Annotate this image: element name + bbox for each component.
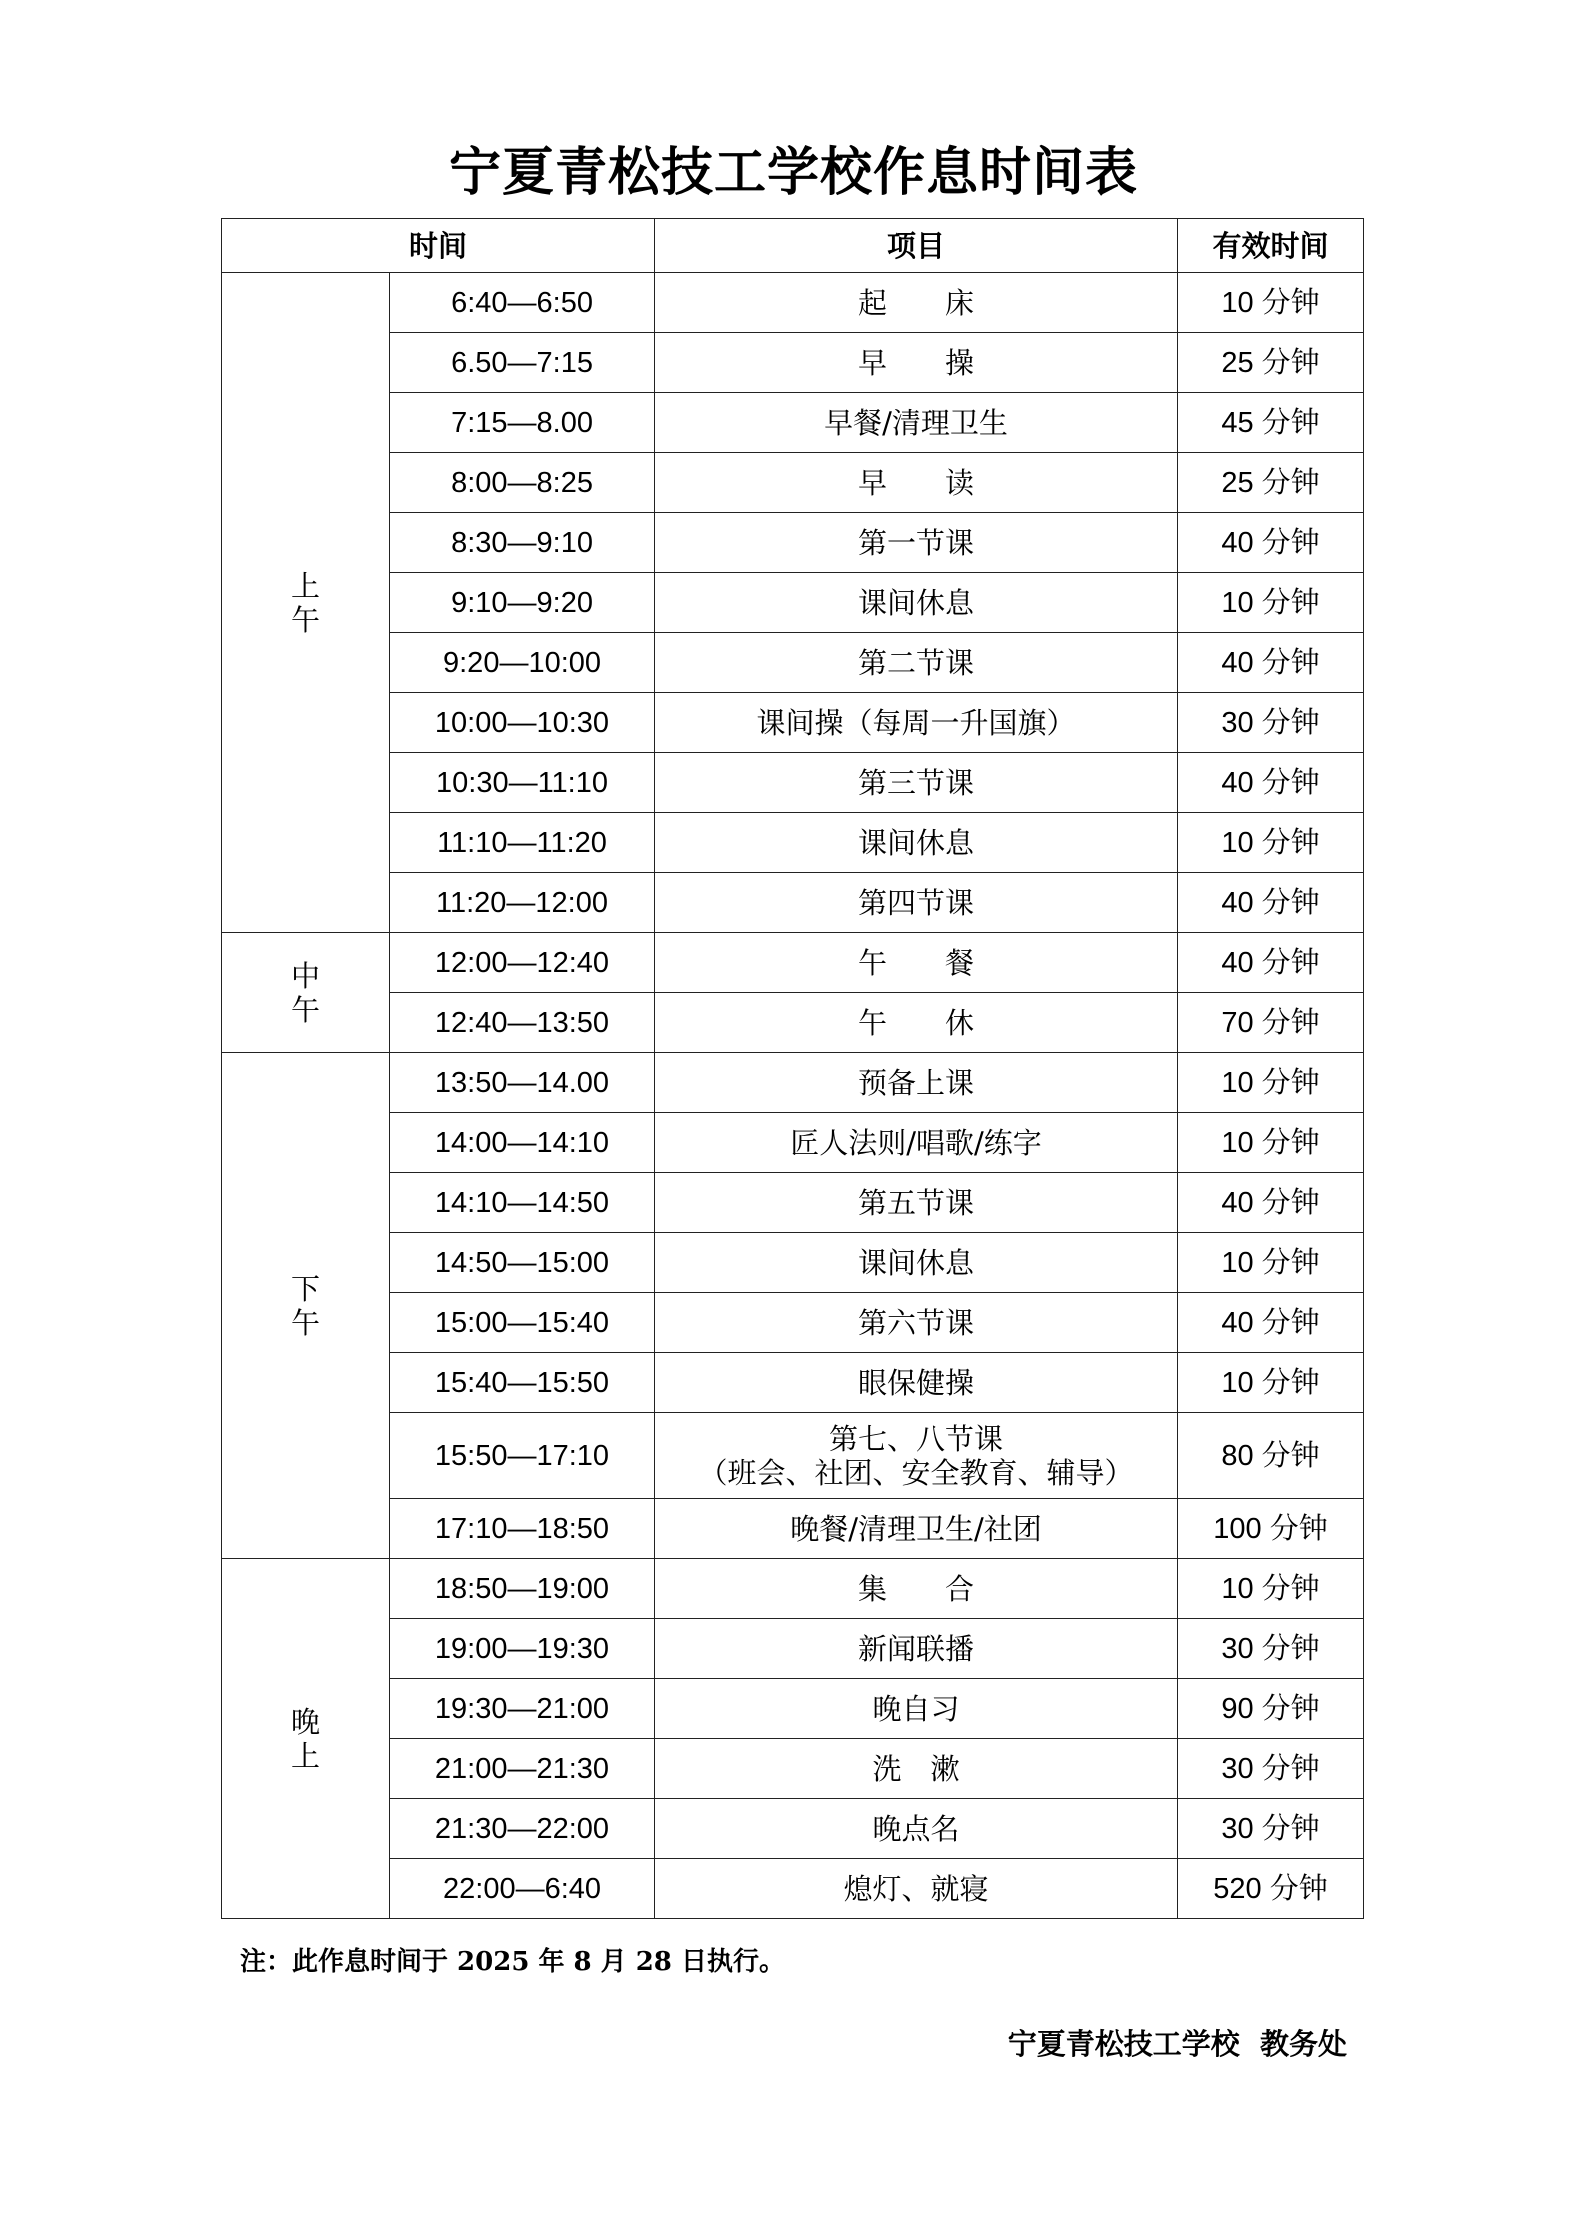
activity-cell: 晚餐/清理卫生/社团 <box>655 1499 1178 1559</box>
header-duration: 有效时间 <box>1178 219 1364 273</box>
activity-main: 第七、八节课 <box>829 1421 1004 1456</box>
table-row <box>222 1559 1364 1619</box>
duration-cell: 30 分钟 <box>1178 1619 1364 1679</box>
duration-cell: 80 分钟 <box>1178 1413 1364 1499</box>
duration-cell: 40 分钟 <box>1178 1173 1364 1233</box>
schedule-table <box>221 218 1364 1919</box>
table-row <box>222 1053 1364 1113</box>
time-cell: 10:00—10:30 <box>390 693 655 753</box>
time-cell: 11:10—11:20 <box>390 813 655 873</box>
duration-cell: 25 分钟 <box>1178 333 1364 393</box>
period-evening <box>222 1559 390 1919</box>
activity-cell: 眼保健操 <box>655 1353 1178 1413</box>
time-cell: 6:40—6:50 <box>390 273 655 333</box>
table-row <box>222 693 1364 753</box>
time-cell: 11:20—12:00 <box>390 873 655 933</box>
time-cell: 21:30—22:00 <box>390 1799 655 1859</box>
table-row <box>222 1353 1364 1413</box>
time-cell: 12:00—12:40 <box>390 933 655 993</box>
time-cell: 13:50—14.00 <box>390 1053 655 1113</box>
table-row <box>222 573 1364 633</box>
table-row <box>222 1859 1364 1919</box>
period-noon <box>222 933 390 1053</box>
activity-cell: 早 读 <box>655 453 1178 513</box>
duration-cell: 10 分钟 <box>1178 273 1364 333</box>
table-row <box>222 633 1364 693</box>
time-cell: 14:50—15:00 <box>390 1233 655 1293</box>
activity-cell: 午 餐 <box>655 933 1178 993</box>
duration-cell: 40 分钟 <box>1178 633 1364 693</box>
activity-cell: 第三节课 <box>655 753 1178 813</box>
time-cell: 14:10—14:50 <box>390 1173 655 1233</box>
table-row <box>222 1799 1364 1859</box>
activity-cell: 课间休息 <box>655 573 1178 633</box>
duration-cell: 30 分钟 <box>1178 1739 1364 1799</box>
time-cell: 8:30—9:10 <box>390 513 655 573</box>
activity-cell: 第六节课 <box>655 1293 1178 1353</box>
activity-cell: 课间操（每周一升国旗） <box>655 693 1178 753</box>
duration-cell: 10 分钟 <box>1178 1353 1364 1413</box>
activity-cell: 第四节课 <box>655 873 1178 933</box>
duration-cell: 40 分钟 <box>1178 933 1364 993</box>
table-row <box>222 1173 1364 1233</box>
table-row <box>222 1739 1364 1799</box>
duration-cell: 45 分钟 <box>1178 393 1364 453</box>
table-row <box>222 813 1364 873</box>
issuer-signature: 宁夏青松技工学校 教务处 <box>1007 2027 1347 2061</box>
time-cell: 12:40—13:50 <box>390 993 655 1053</box>
table-row <box>222 1113 1364 1173</box>
duration-cell: 30 分钟 <box>1178 693 1364 753</box>
period-char: 中 <box>290 958 320 993</box>
time-cell: 15:50—17:10 <box>390 1413 655 1499</box>
time-cell: 17:10—18:50 <box>390 1499 655 1559</box>
period-afternoon <box>222 1053 390 1559</box>
table-row <box>222 513 1364 573</box>
activity-cell: 第五节课 <box>655 1173 1178 1233</box>
period-char: 下 <box>290 1271 320 1306</box>
activity-cell: 课间休息 <box>655 1233 1178 1293</box>
table-row <box>222 1413 1364 1499</box>
duration-cell: 40 分钟 <box>1178 753 1364 813</box>
time-cell: 21:00—21:30 <box>390 1739 655 1799</box>
duration-cell: 90 分钟 <box>1178 1679 1364 1739</box>
time-cell: 8:00—8:25 <box>390 453 655 513</box>
duration-cell: 100 分钟 <box>1178 1499 1364 1559</box>
activity-cell: 第二节课 <box>655 633 1178 693</box>
period-char: 午 <box>290 602 320 637</box>
activity-cell: 集 合 <box>655 1559 1178 1619</box>
table-row <box>222 1233 1364 1293</box>
duration-cell: 70 分钟 <box>1178 993 1364 1053</box>
time-cell: 19:30—21:00 <box>390 1679 655 1739</box>
duration-cell: 10 分钟 <box>1178 813 1364 873</box>
period-char: 上 <box>290 1738 320 1773</box>
period-char: 上 <box>290 568 320 603</box>
time-cell: 15:40—15:50 <box>390 1353 655 1413</box>
period-morning <box>222 273 390 933</box>
duration-cell: 10 分钟 <box>1178 1559 1364 1619</box>
table-row <box>222 993 1364 1053</box>
time-cell: 7:15—8.00 <box>390 393 655 453</box>
time-cell: 18:50—19:00 <box>390 1559 655 1619</box>
time-cell: 14:00—14:10 <box>390 1113 655 1173</box>
table-row <box>222 1293 1364 1353</box>
table-row <box>222 333 1364 393</box>
duration-cell: 10 分钟 <box>1178 1053 1364 1113</box>
duration-cell: 10 分钟 <box>1178 573 1364 633</box>
table-row <box>222 753 1364 813</box>
time-cell: 15:00—15:40 <box>390 1293 655 1353</box>
period-char: 午 <box>290 992 320 1027</box>
activity-cell: 晚点名 <box>655 1799 1178 1859</box>
duration-cell: 10 分钟 <box>1178 1113 1364 1173</box>
table-row <box>222 933 1364 993</box>
time-cell: 9:20—10:00 <box>390 633 655 693</box>
activity-cell: 晚自习 <box>655 1679 1178 1739</box>
duration-cell: 25 分钟 <box>1178 453 1364 513</box>
activity-cell: 课间休息 <box>655 813 1178 873</box>
activity-sub: （班会、社团、安全教育、辅导） <box>698 1455 1134 1490</box>
duration-cell: 30 分钟 <box>1178 1799 1364 1859</box>
table-row <box>222 393 1364 453</box>
activity-cell: 第一节课 <box>655 513 1178 573</box>
table-row <box>222 1499 1364 1559</box>
time-cell: 10:30—11:10 <box>390 753 655 813</box>
table-row <box>222 1679 1364 1739</box>
table-row <box>222 873 1364 933</box>
activity-cell: 匠人法则/唱歌/练字 <box>655 1113 1178 1173</box>
time-cell: 22:00—6:40 <box>390 1859 655 1919</box>
activity-cell: 早 操 <box>655 333 1178 393</box>
effective-date-note: 注：此作息时间于 2025 年 8 月 28 日执行。 <box>240 1947 785 1977</box>
header-time: 时间 <box>222 219 655 273</box>
duration-cell: 10 分钟 <box>1178 1233 1364 1293</box>
duration-cell: 40 分钟 <box>1178 513 1364 573</box>
duration-cell: 520 分钟 <box>1178 1859 1364 1919</box>
header-activity: 项目 <box>655 219 1178 273</box>
table-row <box>222 273 1364 333</box>
activity-cell: 午 休 <box>655 993 1178 1053</box>
time-cell: 6.50—7:15 <box>390 333 655 393</box>
table-row <box>222 453 1364 513</box>
time-cell: 9:10—9:20 <box>390 573 655 633</box>
page-title: 宁夏青松技工学校作息时间表 <box>448 142 1138 203</box>
table-row <box>222 1619 1364 1679</box>
duration-cell: 40 分钟 <box>1178 1293 1364 1353</box>
activity-cell: 洗 漱 <box>655 1739 1178 1799</box>
activity-cell: 预备上课 <box>655 1053 1178 1113</box>
activity-cell: 新闻联播 <box>655 1619 1178 1679</box>
activity-cell: 熄灯、就寝 <box>655 1859 1178 1919</box>
activity-cell <box>655 1413 1178 1499</box>
period-char: 晚 <box>290 1704 320 1739</box>
time-cell: 19:00—19:30 <box>390 1619 655 1679</box>
activity-cell: 早餐/清理卫生 <box>655 393 1178 453</box>
table-header-row <box>222 219 1364 273</box>
activity-cell: 起 床 <box>655 273 1178 333</box>
period-char: 午 <box>290 1305 320 1340</box>
duration-cell: 40 分钟 <box>1178 873 1364 933</box>
